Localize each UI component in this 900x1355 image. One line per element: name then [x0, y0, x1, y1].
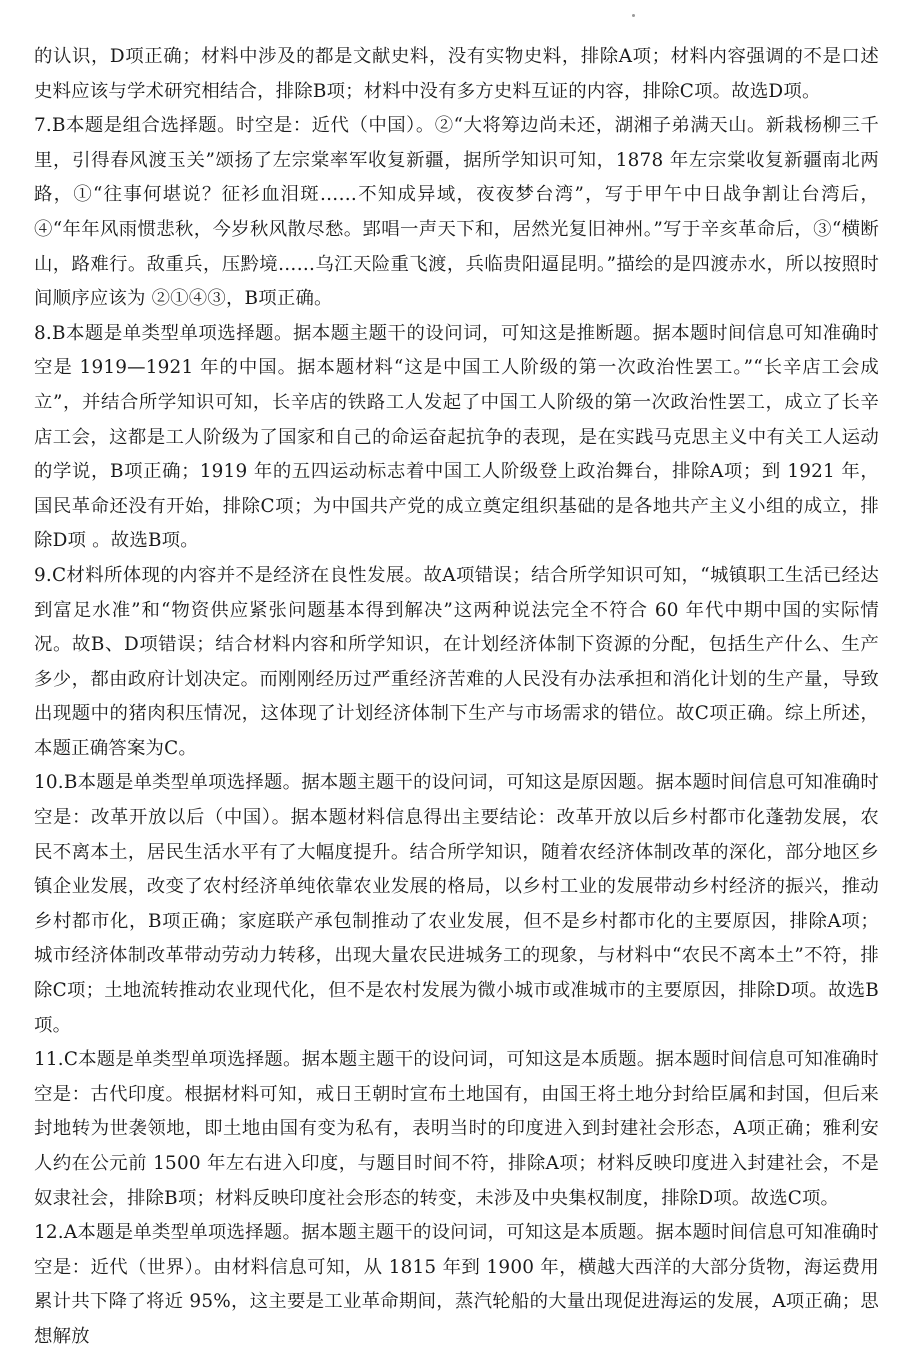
- page-dot-mark: [632, 14, 635, 17]
- paragraph-q7: 7.B本题是组合选择题。时空是：近代（中国）。②“大将筹边尚未还，湖湘子弟满天山。新栽杨柳三千里，引得春风渡玉关”颂扬了左宗棠率军收复新疆，据所学知识可知，1878 年左宗棠收复新疆南北两路，①“往事何堪说？征衫血泪斑……不知成异域，夜夜梦台湾”，写于甲午中日战争割让台湾后，④“年年风雨惯悲秋，今岁秋风散尽愁。郢唱一声天下和，居然光复旧神州。”写于辛亥革命后，③“横断山，路难行。敌重兵，压黔境……乌江天险重飞渡，兵临贵阳逼昆明。”描绘的是四渡赤水，所以按照时间顺序应该为 ②①④③，B项正确。: [34, 115, 879, 310]
- paragraph-q9: 9.C材料所体现的内容并不是经济在良性发展。故A项错误；结合所学知识可知，“城镇职工生活已经达到富足水准”和“物资供应紧张问题基本得到解决”这两种说法完全不符合 60 年代中期中国的实际情况。故B、D项错误；结合材料内容和所学知识，在计划经济体制下资源的分配，包括生产什么、生产多少，都由政府计划决定。而刚刚经历过严重经济苦难的人民没有办法承担和消化计划的生产量，导致出现题中的猪肉积压情况，这体现了计划经济体制下生产与市场需求的错位。故C项正确。综上所述，本题正确答案为C。: [34, 564, 879, 759]
- answer-explanations: [34, 40, 879, 1355]
- paragraph-q8: 8.B本题是单类型单项选择题。据本题主题干的设问词，可知这是推断题。据本题时间信息可知准确时空是 1919—1921 年的中国。据本题材料“这是中国工人阶级的第一次政治性罢工。”“长辛店工会成立”，并结合所学知识可知，长辛店的铁路工人发起了中国工人阶级的第一次政治性罢工，成立了长辛店工会，这都是工人阶级为了国家和自己的命运奋起抗争的表现，是在实践马克思主义中有关工人运动的学说，B项正确；1919 年的五四运动标志着中国工人阶级登上政治舞台，排除A项；到 1921 年，国民革命还没有开始，排除C项；为中国共产党的成立奠定组织基础的是各地共产主义小组的成立，排除D项 。故选B项。: [34, 322, 879, 552]
- paragraph-q11: 11.C本题是单类型单项选择题。据本题主题干的设问词，可知这是本质题。据本题时间信息可知准确时空是：古代印度。根据材料可知，戒日王朝时宣布土地国有，由国王将土地分封给臣属和封国，但后来封地转为世袭领地，即土地由国有变为私有，表明当时的印度进入到封建社会形态，A项正确；雅利安人约在公元前 1500 年左右进入印度，与题目时间不符，排除A项；材料反映印度进入封建社会，不是奴隶社会，排除B项；材料反映印度社会形态的转变，未涉及中央集权制度，排除D项。故选C项。: [34, 1049, 879, 1209]
- paragraph-q12: 12.A本题是单类型单项选择题。据本题主题干的设问词，可知这是本质题。据本题时间信息可知准确时空是：近代（世界）。由材料信息可知，从 1815 年到 1900 年，横越大西洋的大部分货物，海运费用累计共下降了将近 95%，这主要是工业革命期间，蒸汽轮船的大量出现促进海运的发展，A项正确；思想解放: [34, 1222, 879, 1347]
- paragraph-q10: 10.B本题是单类型单项选择题。据本题主题干的设问词，可知这是原因题。据本题时间信息可知准确时空是：改革开放以后（中国）。据本题材料信息得出主要结论：改革开放以后乡村都市化蓬勃发展，农民不离本土，居民生活水平有了大幅度提升。结合所学知识，随着农经济体制改革的深化，部分地区乡镇企业发展，改变了农村经济单纯依靠农业发展的格局，以乡村工业的发展带动乡村经济的振兴，推动乡村都市化，B项正确；家庭联产承包制推动了农业发展，但不是乡村都市化的主要原因，排除A项；城市经济体制改革带动劳动力转移，出现大量农民进城务工的现象，与材料中“农民不离本土”不符，排除C项；土地流转推动农业现代化，但不是农村发展为微小城市或准城市的主要原因，排除D项。故选B项。: [34, 772, 879, 1036]
- paragraph-q6-continued: 的认识，D项正确；材料中涉及的都是文献史料，没有实物史料，排除A项；材料内容强调的不是口述史料应该与学术研究相结合，排除B项；材料中没有多方史料互证的内容，排除C项。故选D项。: [34, 46, 879, 102]
